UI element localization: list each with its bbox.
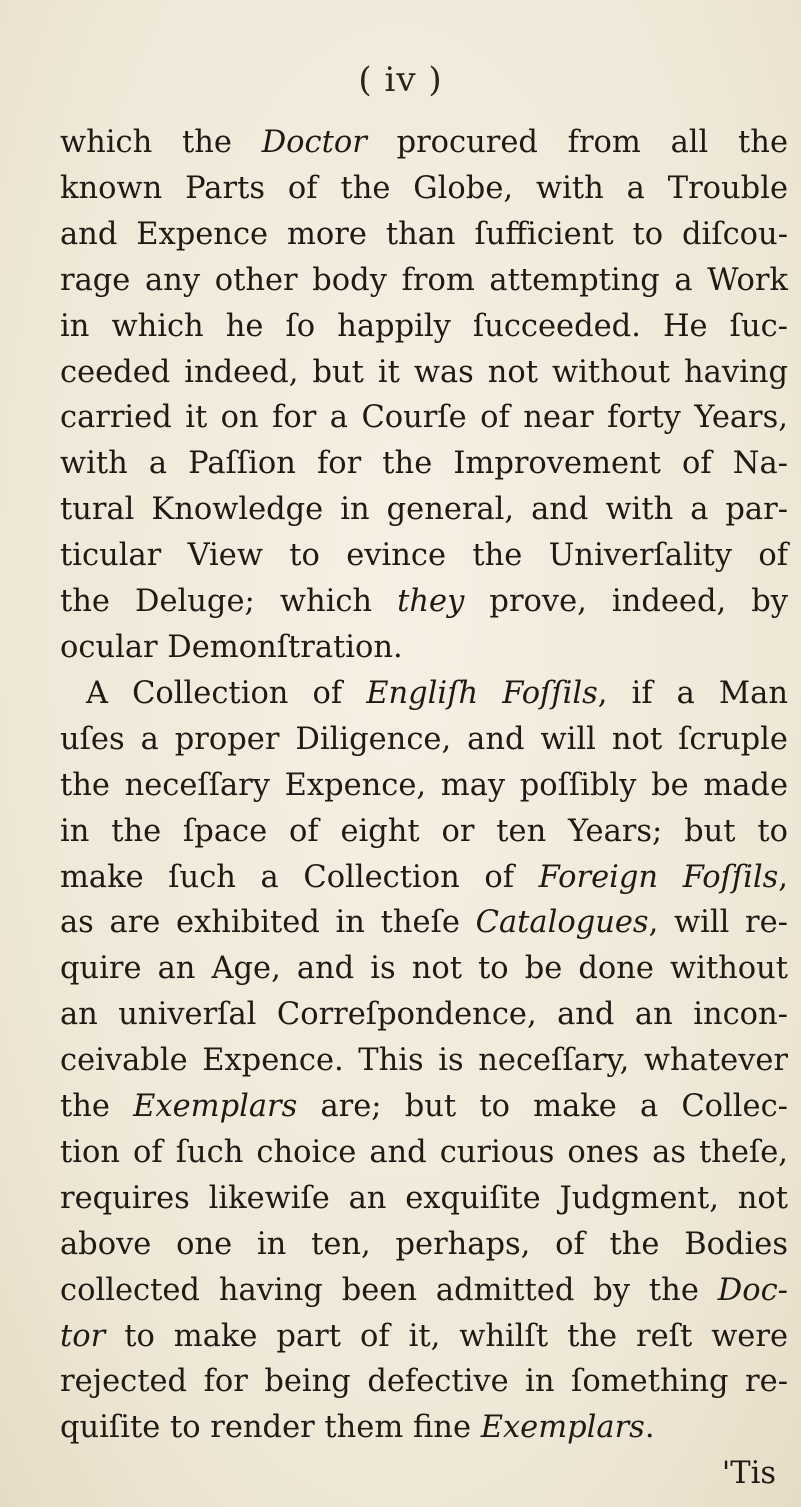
- text-line: [60, 166, 788, 212]
- text-line: [60, 120, 788, 166]
- page-number: ( iv ): [358, 60, 443, 100]
- text-segment: Doctor: [261, 125, 367, 160]
- text-segment: are; but to make a Collec-: [297, 1089, 788, 1125]
- text-line: [60, 1130, 788, 1176]
- text-line: [60, 900, 788, 946]
- text-line: [60, 992, 788, 1038]
- text-segment: , will re-: [648, 905, 788, 941]
- text-segment: Foreign Foſſils: [538, 859, 779, 895]
- text-line: [60, 855, 788, 901]
- text-segment: with a Paſſion for the Improvement of Na-: [60, 446, 788, 482]
- text-line: [60, 1359, 788, 1405]
- text-segment: rejected for being defective in ſomething re-: [60, 1364, 788, 1400]
- text-line: [60, 625, 788, 671]
- text-segment: rage any other body from attempting a Work: [60, 262, 788, 298]
- text-segment: tor: [60, 1318, 106, 1354]
- text-segment: as are exhibited in theſe: [60, 905, 476, 941]
- text-line: [60, 671, 788, 717]
- text-segment: tural Knowledge in general, and with a par-: [60, 492, 788, 528]
- text-line: [60, 1038, 788, 1084]
- text-segment: A Collection of: [86, 675, 367, 711]
- text-segment: tion of ſuch choice and curious ones as theſe,: [60, 1134, 788, 1170]
- text-line: [60, 717, 788, 763]
- text-line: [60, 395, 788, 441]
- text-segment: Exemplars: [480, 1410, 645, 1446]
- text-line: [60, 809, 788, 855]
- text-line: [60, 304, 788, 350]
- text-segment: and Expence more than ſufficient to diſcou-: [60, 216, 788, 252]
- text-line: [60, 350, 788, 396]
- text-segment: an univerſal Correſpondence, and an incon-: [60, 997, 788, 1033]
- text-segment: above one in ten, perhaps, of the Bodies: [60, 1226, 788, 1262]
- text-segment: which the: [60, 125, 262, 160]
- text-line: [60, 1084, 788, 1130]
- text-line: [60, 1405, 788, 1451]
- text-segment: Exemplars: [133, 1089, 298, 1125]
- text-segment: known Parts of the Globe, with a Trouble: [60, 170, 788, 206]
- text-line: [60, 763, 788, 809]
- text-segment: the neceſſary Expence, may poſſibly be made: [60, 767, 788, 803]
- text-line: [60, 533, 788, 579]
- text-line: [60, 212, 788, 258]
- text-segment: in which he ſo happily ſucceeded. He ſuc-: [60, 308, 788, 344]
- text-segment: they: [397, 584, 465, 620]
- text-segment: the: [60, 1089, 134, 1125]
- text-line: [60, 1268, 788, 1314]
- catchword: 'Tis: [721, 1456, 776, 1492]
- text-segment: uſes a proper Diligence, and will not ſcruple: [60, 721, 788, 757]
- text-segment: quire an Age, and is not to be done without: [60, 951, 788, 987]
- text-segment: collected having been admitted by the: [60, 1272, 718, 1308]
- text-segment: ocular Demonſtration.: [60, 629, 403, 665]
- text-segment: to make part of it, whilſt the reſt were: [105, 1318, 788, 1354]
- text-segment: prove, indeed, by: [464, 584, 788, 620]
- text-segment: ,: [778, 859, 788, 895]
- text-segment: procured from all the: [366, 125, 788, 160]
- text-segment: carried it on for a Courſe of near forty Years,: [60, 400, 788, 436]
- text-segment: , if a Man: [597, 675, 788, 711]
- text-segment: Catalogues: [475, 905, 649, 941]
- text-segment: ceeded indeed, but it was not without having: [60, 354, 788, 390]
- text-segment: requires likewiſe an exquiſite Judgment, not: [60, 1180, 788, 1216]
- text-segment: make ſuch a Collection of: [60, 859, 539, 895]
- text-line: [60, 487, 788, 533]
- text-segment: the Deluge; which: [60, 584, 398, 620]
- text-segment: ceivable Expence. This is neceſſary, whatever: [60, 1043, 788, 1079]
- text-line: [60, 258, 788, 304]
- text-segment: Engliſh Foſſils: [366, 675, 598, 711]
- text-segment: in the ſpace of eight or ten Years; but to: [60, 813, 788, 849]
- text-segment: .: [644, 1410, 655, 1446]
- text-line: [60, 579, 788, 625]
- text-line: [60, 1176, 788, 1222]
- text-line: [60, 946, 788, 992]
- text-segment: quiſite to render them fine: [60, 1410, 481, 1446]
- text-line: [60, 1314, 788, 1360]
- text-segment: ticular View to evince the Univerſality of: [60, 538, 788, 574]
- body-text: [60, 120, 788, 1497]
- text-line: [60, 1222, 788, 1268]
- text-segment: Doc-: [717, 1272, 788, 1308]
- text-line: [60, 441, 788, 487]
